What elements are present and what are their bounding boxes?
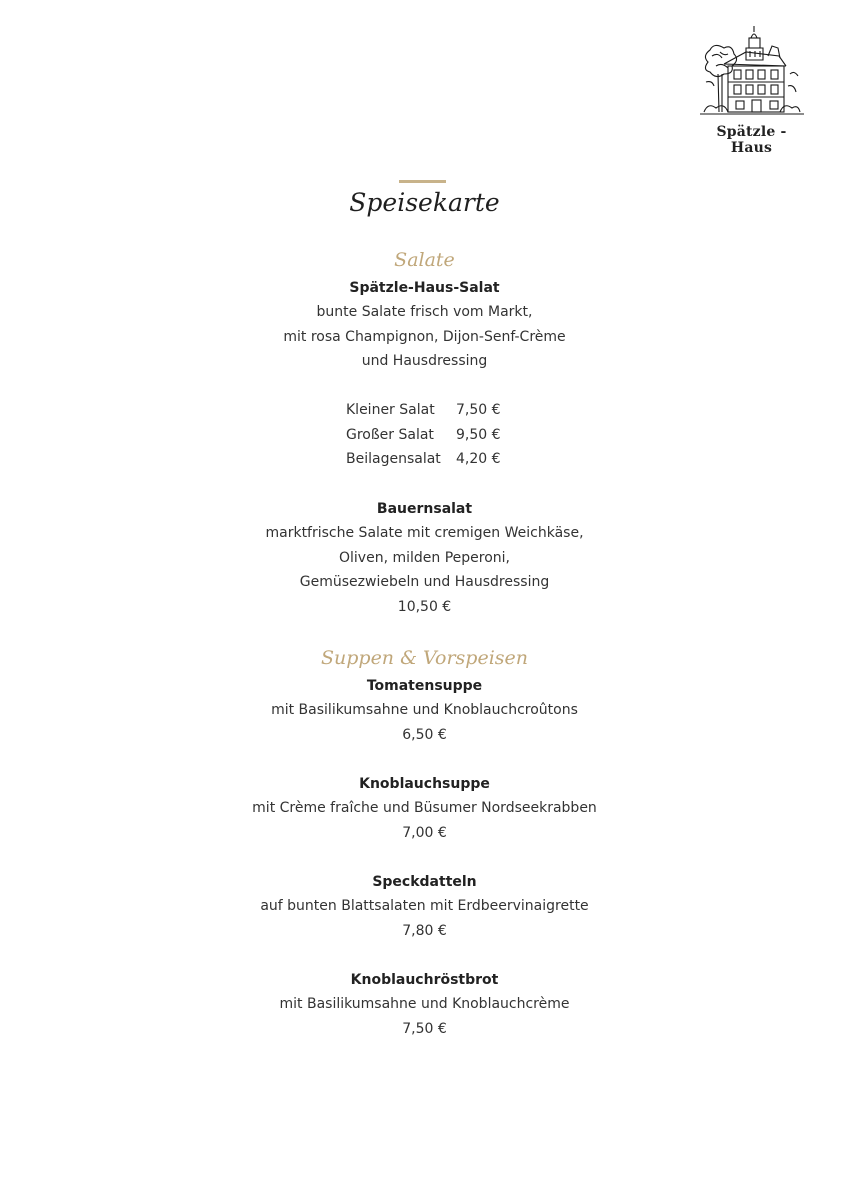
size-price: 4,20 € — [456, 451, 501, 467]
item-price: 10,50 € — [397, 598, 452, 615]
size-row — [346, 423, 501, 448]
item-description: und Hausdressing — [361, 353, 488, 369]
item-description: mit Crème fraîche und Büsumer Nordseekrabben — [252, 800, 597, 816]
size-label: Beilagensalat — [346, 451, 441, 467]
size-row — [346, 447, 501, 472]
size-row — [346, 398, 501, 423]
item-description: mit Basilikumsahne und Knoblauchcroûtons — [271, 702, 578, 718]
size-price: 7,50 € — [456, 402, 501, 418]
item-name: Tomatensuppe — [366, 678, 483, 694]
item-name: Speckdatteln — [372, 874, 477, 890]
item-description: Oliven, milden Peperoni, — [339, 549, 510, 566]
item-description: bunte Salate frisch vom Markt, — [316, 304, 533, 320]
item-price: 6,50 € — [402, 726, 447, 743]
size-label: Kleiner Salat — [346, 402, 435, 418]
item-name: Knoblauchsuppe — [359, 776, 490, 792]
item-price: 7,00 € — [402, 824, 447, 841]
section-heading-salate: Salate — [394, 249, 455, 271]
title-divider — [399, 180, 446, 183]
item-name: Knoblauchröstbrot — [350, 972, 499, 988]
restaurant-logo — [694, 22, 809, 156]
page-title: Speisekarte — [349, 188, 500, 217]
item-price: 7,50 € — [402, 1020, 447, 1037]
item-name: Spätzle-Haus-Salat — [349, 280, 500, 296]
item-price: 7,80 € — [402, 922, 447, 939]
size-price: 9,50 € — [456, 426, 501, 443]
item-description: Gemüsezwiebeln und Hausdressing — [299, 574, 550, 590]
item-description: mit rosa Champignon, Dijon-Senf-Crème — [283, 328, 566, 345]
house-drawing-icon — [694, 22, 809, 122]
item-description: marktfrische Salate mit cremigen Weichkäse, — [265, 525, 584, 541]
item-description: mit Basilikumsahne und Knoblauchcrème — [279, 996, 570, 1012]
salad-size-list — [346, 398, 501, 472]
section-heading-suppen-vorspeisen: Suppen & Vorspeisen — [320, 647, 528, 669]
item-name: Bauernsalat — [376, 501, 473, 517]
logo-wordmark: Spätzle - Haus — [716, 124, 787, 156]
size-label: Großer Salat — [346, 426, 434, 443]
item-description: auf bunten Blattsalaten mit Erdbeervinaigrette — [260, 898, 589, 914]
